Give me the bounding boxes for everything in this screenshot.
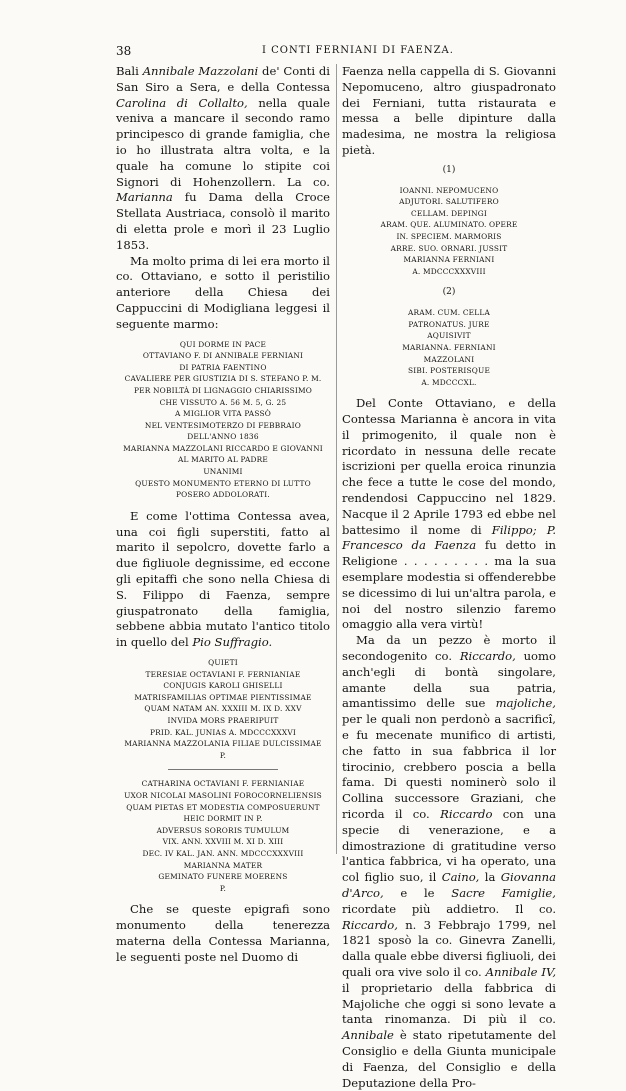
epitaph-line: SIBI. POSTERISQUE — [407, 366, 491, 376]
epitaph-line: ARAM. CUM. CELLA — [407, 308, 491, 318]
epitaph-line: MARIANNA MAZZOLANI RICCARDO E GIOVANNI — [123, 443, 323, 453]
epitaph-line: UXOR NICOLAI MASOLINI FOROCORNELIENSIS — [124, 790, 322, 800]
page-header — [116, 44, 536, 60]
epitaph-line: QUAM PIETAS ET MODESTIA COMPOSUERUNT — [126, 802, 320, 812]
epitaph-line: GEMINATO FUNERE MOERENS — [158, 872, 288, 882]
epitaph-line: NEL VENTESIMOTERZO DI FEBBRAIO — [144, 420, 302, 430]
paragraph: Del Conte Ottaviano, e della Contessa Marianna è ancora in vita il primogenito, il quale non è ricordato in nessuna delle recate iscrizioni per quella eroica rinunzia che fece a tutte le cose del mondo, rendendosi Cappuccino nel 1829. Nacque il 2 Aprile 1793 ed ebbe nel battesimo il nome di Filippo; P. Francesco da Faenza fu detto in Religione . . . . . . . . . ma la sua esemplare modestia si offenderebbe se dicessimo di lui un'altra parola, e noi del nostro silenzio faremo omaggio alla vera virtù! — [342, 396, 557, 632]
epitaph-line: A MIGLIOR VITA PASSÒ — [174, 409, 272, 419]
epitaph-line: ARRE. SUO. ORNARI. JUSSIT — [390, 243, 508, 253]
left-column — [116, 64, 330, 966]
epitaph-line: PER NOBILTÀ DI LIGNAGGIO CHIARISSIMO — [133, 385, 313, 395]
epitaph-line: DI PATRIA FAENTINO — [179, 362, 267, 372]
paragraph: Faenza nella cappella di S. Giovanni Nepomuceno, altro giuspadronato dei Ferniani, tutta ristaurata e messa a belle dipinture dalla madesima, ne mostra la religiosa pietà. — [342, 64, 556, 157]
epitaph-line: PRID. KAL. JUNIAS A. MDCCCXXXVI — [149, 727, 297, 737]
epitaph-line: TERESIAE OCTAVIANI F. FERNIANIAE — [145, 669, 301, 679]
epitaph-line: VIX. ANN. XXVIII M. XI D. XIII — [162, 837, 284, 847]
epitaph-line: A. MDCCCXXXVIII — [412, 266, 486, 276]
page-number: 38 — [116, 44, 132, 58]
epitaph-line: ADJUTORI. SALUTIFERO — [399, 197, 499, 207]
epitaph-line: CHE VISSUTO A. 56 M. 5, G. 25 — [159, 397, 287, 407]
epitaph-line: ADVERSUS SORORIS TUMULUM — [156, 825, 290, 835]
epitaph-line: QUI DORME IN PACE — [179, 339, 267, 349]
paragraph: Ma da un pezzo è morto il secondogenito co. Riccardo, uomo anch'egli di bontà singolare, amante della sua patria, amantissimo delle sue majoliche, per le quali non perdonò a sacrificî, e fu mecenate munifico di artisti, che fatto in sua fabbrica il lor tirocinio, crebbero poscia a bella fama. Di questi nominerò solo il Collina successore Graziani, che ricorda il co. Riccardo con una specie di venerazione, e a dimostrazione di gratitudine verso l'antica fabbrica, vi ha operato, una col figlio suo, il Caino, la Giovanna d'Arco, e le Sacre Famiglie, ricordate più addietro. Il co. Riccardo, n. 3 Febbrajo 1799, nel 1821 sposò la co. Ginevra Zanelli, dalla quale ebbe diversi figliuoli, dei quali ora vive solo il co. Annibale IV, il proprietario della fabbrica di Majoliche che oggi si sono levate a tanta rinomanza. Di più il co. Annibale è stato ripetutamente del Consiglio e della Giunta municipale di Faenza, del Consiglio e della Deputazione della Pro- — [342, 633, 557, 1090]
epitaph-line: MARIANNA FERNIANI — [403, 255, 495, 265]
note-number: (1) — [442, 164, 456, 175]
epitaph-line: IOANNI. NEPOMUCENO — [399, 185, 499, 195]
epitaph-line: DELL'ANNO 1836 — [187, 432, 259, 442]
epitaph-line: PATRONATUS. JURE — [408, 319, 490, 329]
right-column — [342, 64, 556, 1091]
epitaph-line: CONJUGIS KAROLI GHISELLI — [163, 681, 283, 691]
epitaph-teresia — [116, 657, 330, 761]
column-divider — [336, 64, 337, 854]
note-number: (2) — [442, 287, 456, 298]
epitaph-line: ARAM. QUE. ALUMINATO. OPERE — [380, 220, 518, 230]
paragraph: Ma molto prima di lei era morto il co. Ottaviano, e sotto il peristilio anteriore della Chiesa dei Cappuccini di Modigliana leggesi il seguente marmo: — [116, 253, 330, 331]
epitaph-line: OTTAVIANO F. DI ANNIBALE FERNIANI — [142, 351, 304, 361]
epitaph-line: QUESTO MONUMENTO ETERNO DI LUTTO — [135, 478, 311, 488]
epitaph-line: A. MDCCCXL. — [421, 377, 477, 387]
epitaph-line: P. — [219, 750, 227, 760]
separator-rule — [168, 769, 278, 770]
epitaph-line: DEC. IV KAL. JAN. ANN. MDCCCXXXVIII — [142, 848, 304, 858]
paragraph: E come l'ottima Contessa avea, una coi figli superstiti, fatto al marito il sepolcro, dovette farlo a due figliuole degnissime, ed eccone gli epitaffi che sono nella Chiesa di S. Filippo di Faenza, sempre giuspatronato della famiglia, sebbene abbia mutato l'antico titolo in quello del Pio Suffragio. — [116, 508, 330, 650]
epitaph-aram — [342, 307, 556, 388]
epitaph-line: P. — [219, 883, 227, 893]
epitaph-catharina — [116, 778, 330, 894]
epitaph-line: CELLAM. DEPINGI — [411, 208, 487, 218]
epitaph-line: CAVALIERE PER GIUSTIZIA DI S. STEFANO P. M. — [124, 374, 322, 384]
epitaph-ottaviano — [116, 339, 330, 501]
epitaph-line: MARIANNA MATER — [183, 860, 263, 870]
epitaph-line: UNANIMI — [203, 467, 243, 477]
paragraph: Che se queste epigrafi sono monumento della tenerezza materna della Contessa Marianna, le seguenti poste nel Duomo di — [116, 902, 330, 964]
epitaph-line: IN. SPECIEM. MARMORIS — [396, 231, 502, 241]
paragraph: Bali Annibale Mazzolani de' Conti di San Siro a Sera, e della Contessa Carolina di Collalto, nella quale veniva a mancare il secondo ramo principesco di grande famiglia, che io ho illustrata altra volta, e la quale ha comune lo stipite coi Signori di Hohenzollern. La co. Marianna fu Dama della Croce Stellata Austriaca, consolò il marito di eletta prole e morì il 23 Luglio 1853. — [116, 64, 330, 252]
epitaph-line: AL MARITO AL PADRE — [177, 455, 269, 465]
epitaph-line: HEIC DORMIT IN P. — [183, 814, 263, 824]
epitaph-line: INVIDA MORS PRAERIPUIT — [167, 716, 279, 725]
epitaph-nepomuceno — [342, 185, 556, 278]
epitaph-line: MARIANNA. FERNIANI — [402, 342, 496, 352]
epitaph-line: MATRISFAMILIAS OPTIMAE PIENTISSIMAE — [134, 692, 312, 702]
epitaph-line: QUAM NATAM AN. XXXIII M. IX D. XXV — [144, 704, 302, 714]
epitaph-line: MARIANNA MAZZOLANIA FILIAE DULCISSIMAE — [124, 739, 322, 749]
epitaph-line: POSERO ADDOLORATI. — [176, 490, 270, 500]
running-title: I CONTI FERNIANI DI FAENZA. — [262, 45, 454, 56]
epitaph-line: MAZZOLANI — [423, 354, 475, 364]
epitaph-line: QUIETI — [208, 658, 238, 668]
epitaph-line: CATHARINA OCTAVIANI F. FERNIANIAE — [141, 779, 305, 789]
epitaph-line: AQUISIVIT — [427, 331, 471, 341]
